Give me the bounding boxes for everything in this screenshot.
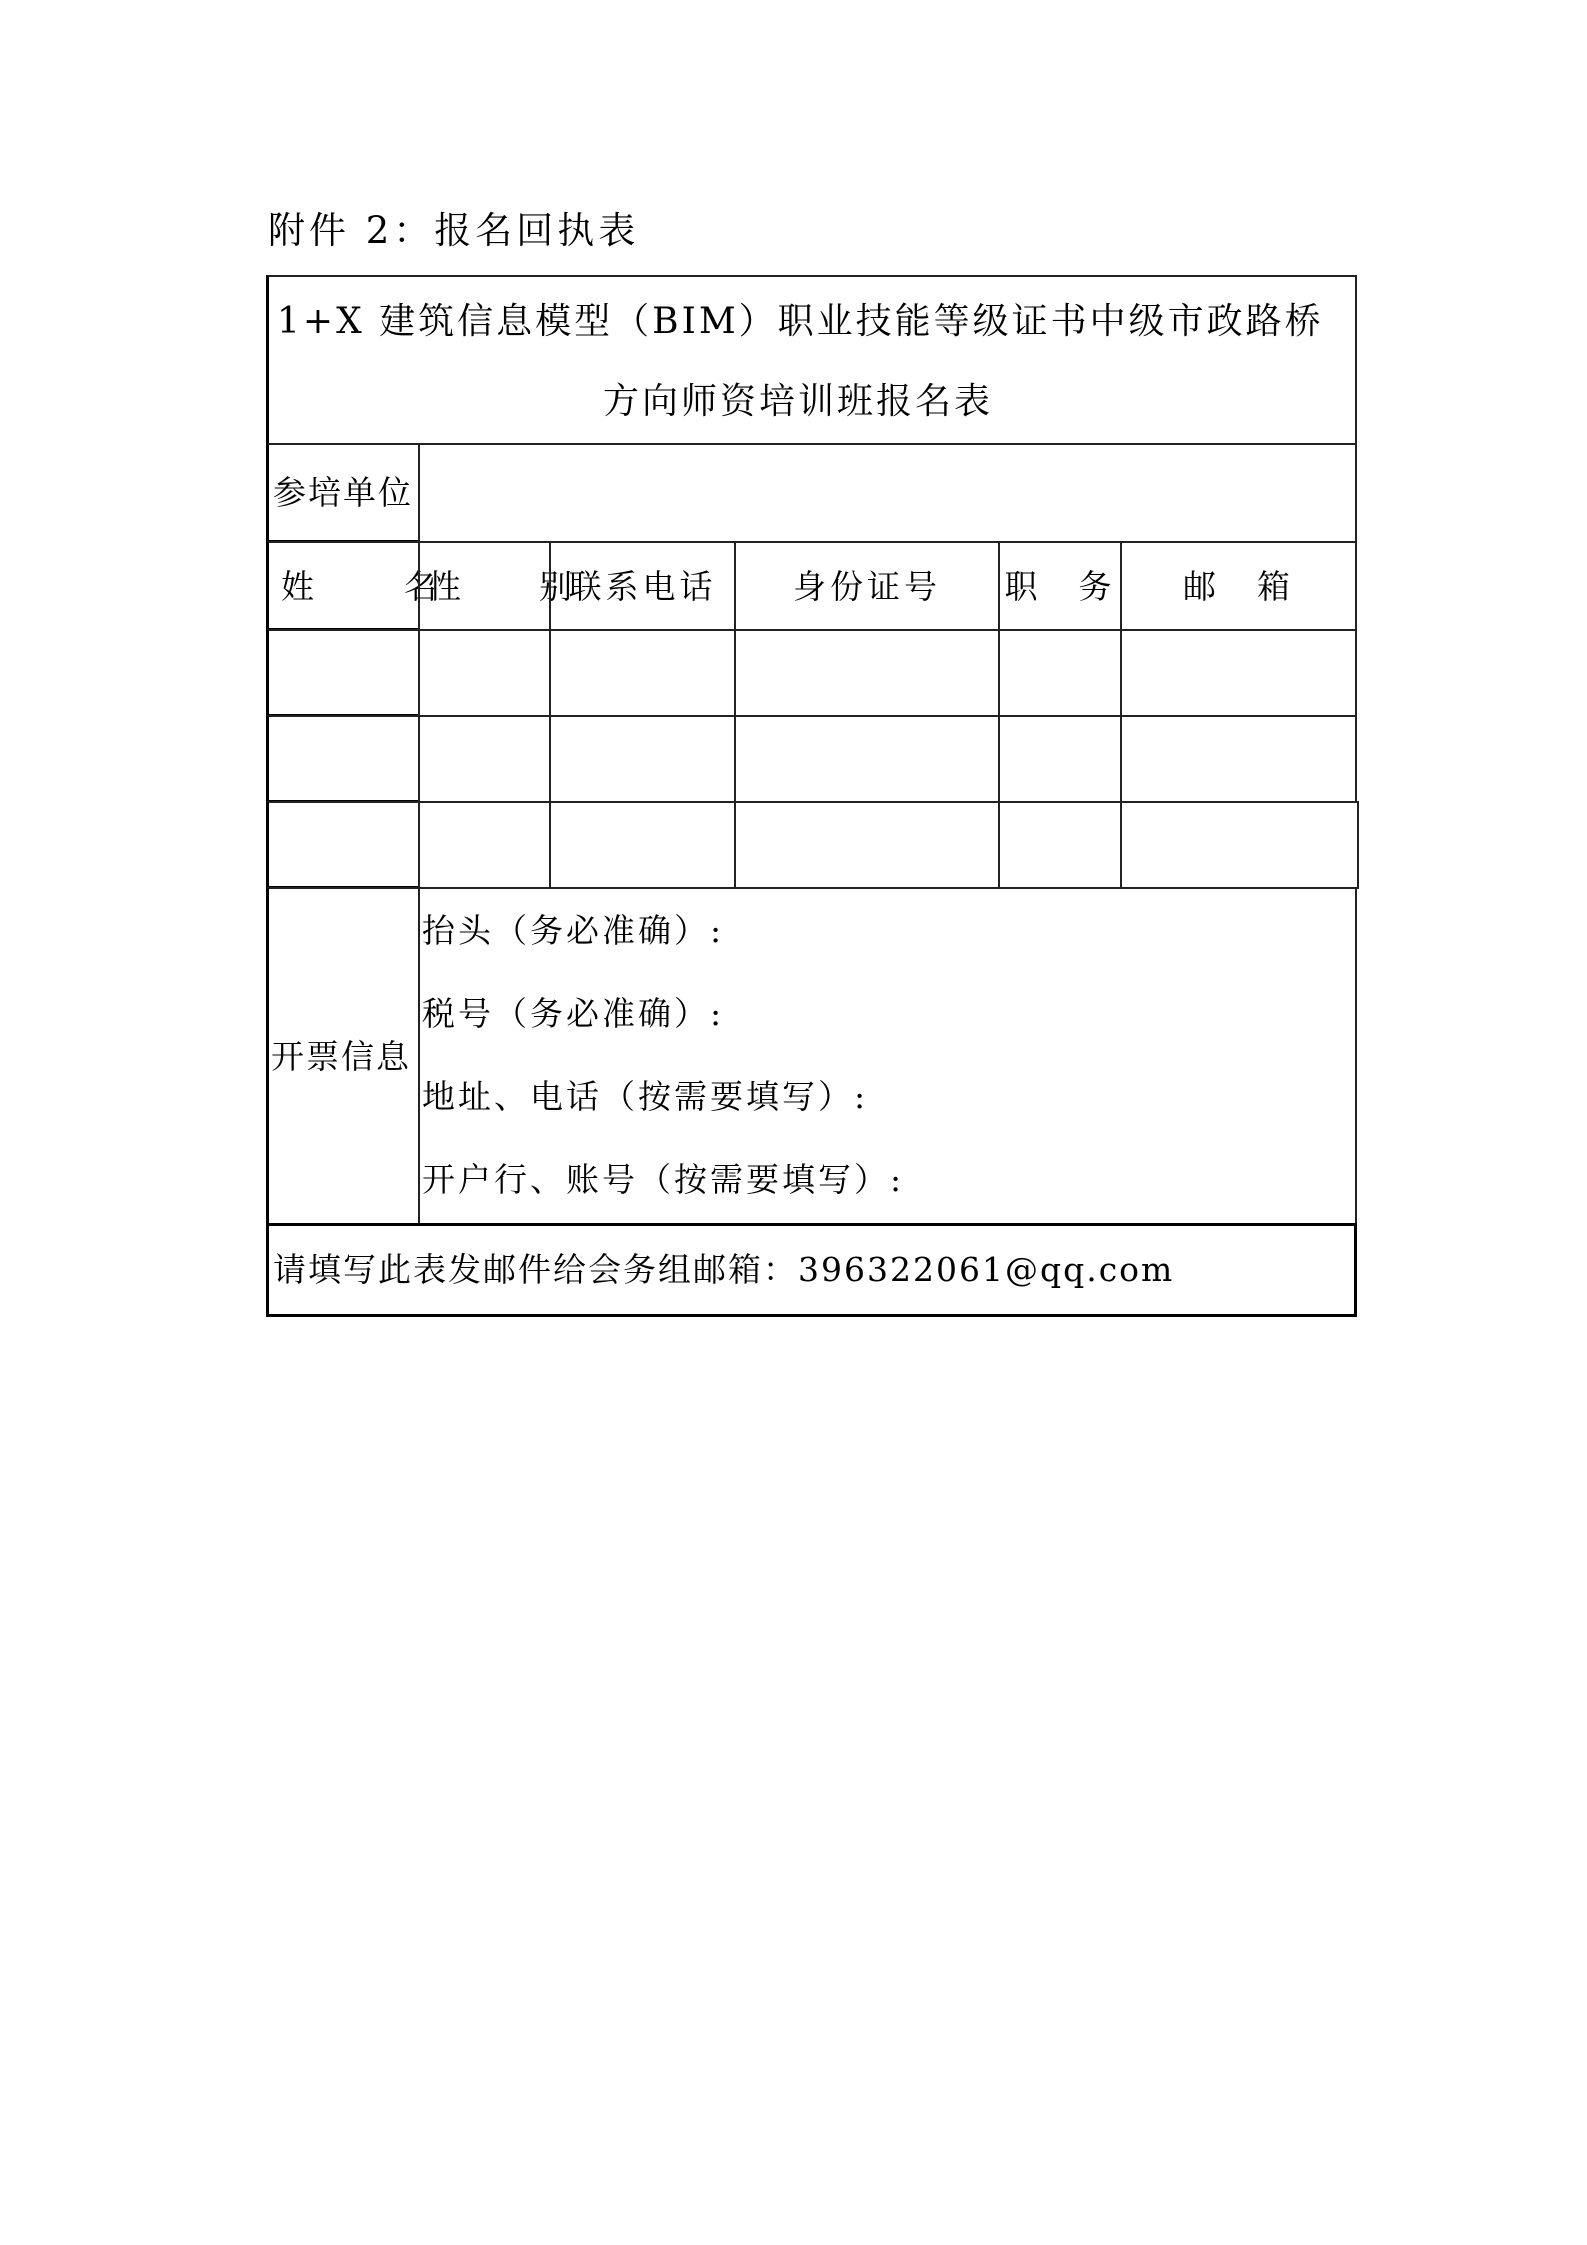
row1-position-input[interactable]	[998, 629, 1122, 717]
row3-name-input[interactable]	[266, 801, 420, 889]
col-header-position-label: 职 务	[1004, 567, 1116, 606]
invoice-title-field[interactable]: 抬头（务必准确）:	[422, 911, 725, 950]
form-title-line-1: 1+X 建筑信息模型（BIM）职业技能等级证书中级市政路桥	[277, 301, 1324, 342]
row3-position-input[interactable]	[998, 801, 1122, 889]
row1-phone-input[interactable]	[549, 629, 736, 717]
invoice-tax-id-field[interactable]: 税号（务必准确）:	[422, 994, 725, 1033]
row2-gender-input[interactable]	[418, 715, 551, 803]
row3-id-input[interactable]	[734, 801, 1000, 889]
form-title-cell	[266, 275, 1357, 445]
registration-form-table	[266, 275, 1357, 1316]
col-header-gender	[418, 541, 576, 631]
col-header-id	[734, 541, 1000, 631]
row1-id-input[interactable]	[734, 629, 1000, 717]
row1-email-input[interactable]	[1120, 629, 1357, 717]
row3-email-input[interactable]	[1120, 801, 1359, 889]
invoice-label-cell	[266, 887, 420, 1225]
footer-note-cell	[266, 1223, 1357, 1317]
col-header-phone-label: 联系电话	[568, 567, 717, 606]
row2-email-input[interactable]	[1120, 715, 1357, 803]
attachment-caption: 附件 2：报名回执表	[268, 209, 640, 252]
col-header-email-label: 邮 箱	[1183, 567, 1294, 606]
col-header-position	[998, 541, 1122, 631]
invoice-fields-cell	[418, 887, 1357, 1225]
col-header-email	[1120, 541, 1357, 631]
col-header-phone	[549, 541, 736, 631]
invoice-label: 开票信息	[271, 1037, 411, 1076]
invoice-bank-account-field[interactable]: 开户行、账号（按需要填写）:	[422, 1160, 905, 1199]
row2-id-input[interactable]	[734, 715, 1000, 803]
unit-label-cell	[266, 443, 420, 543]
row3-phone-input[interactable]	[549, 801, 736, 889]
row1-gender-input[interactable]	[418, 629, 551, 717]
row2-phone-input[interactable]	[549, 715, 736, 803]
unit-input[interactable]	[418, 443, 1357, 543]
invoice-address-phone-field[interactable]: 地址、电话（按需要填写）:	[422, 1077, 869, 1116]
row1-name-input[interactable]	[266, 629, 420, 717]
unit-label: 参培单位	[273, 473, 413, 512]
row2-position-input[interactable]	[998, 715, 1122, 803]
form-title-line-2: 方向师资培训班报名表	[603, 381, 994, 422]
col-header-id-label: 身份证号	[793, 567, 941, 606]
row2-name-input[interactable]	[266, 715, 420, 803]
col-header-gender-label: 性 别	[428, 567, 576, 606]
col-header-name	[266, 541, 445, 631]
row3-gender-input[interactable]	[418, 801, 551, 889]
footer-note: 请填写此表发邮件给会务组邮箱：396322061@qq.com	[273, 1250, 1175, 1289]
col-header-name-label: 姓 名	[281, 567, 445, 606]
